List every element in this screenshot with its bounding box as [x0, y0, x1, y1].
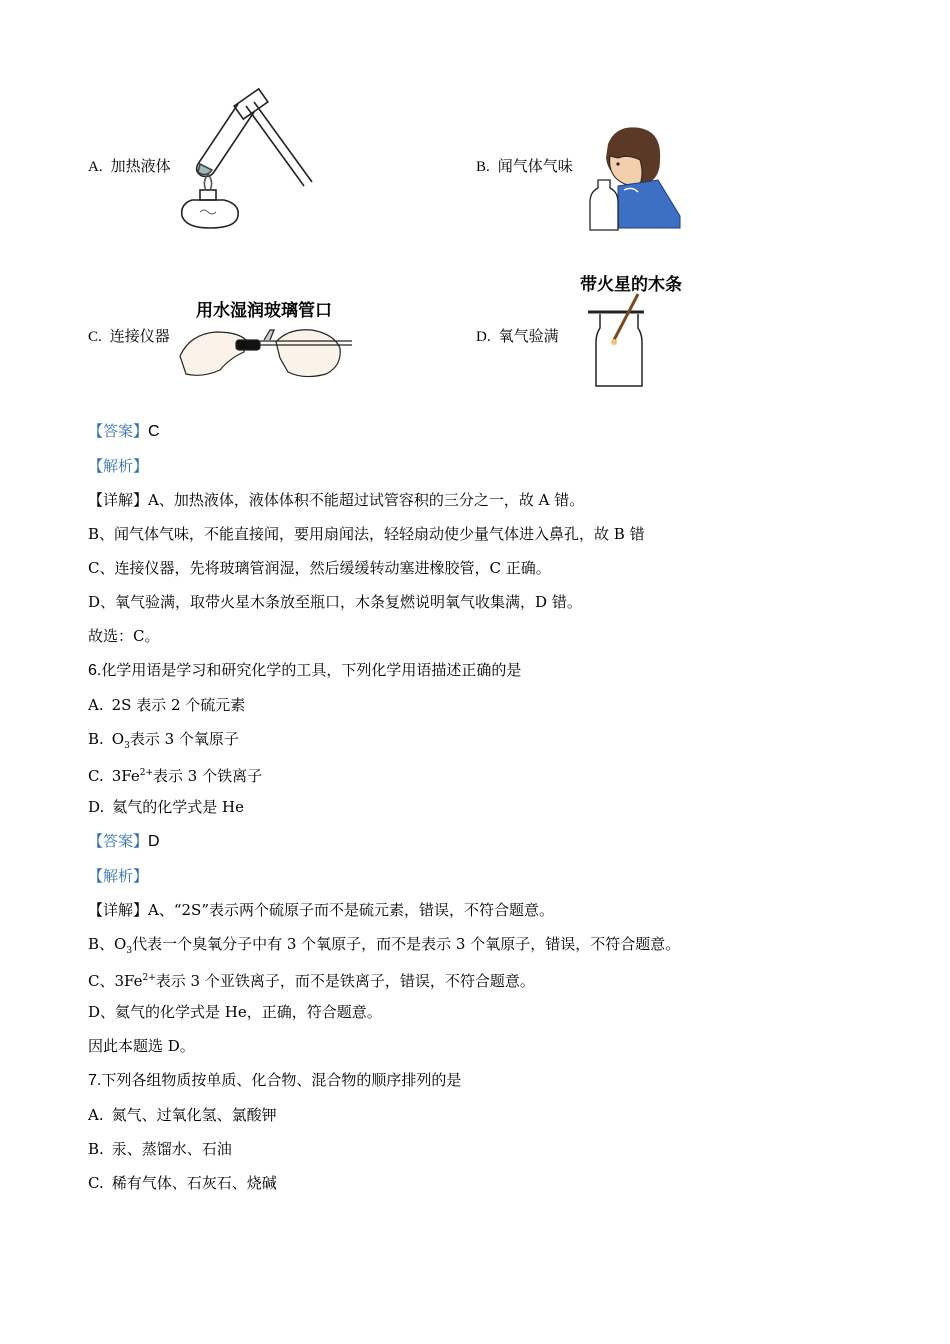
q6-option-d — [88, 797, 244, 817]
detail-text: 代表一个臭氧分子中有 3 个氧原子，而不是表示 3 个氧原子，错误，不符合题意。 — [132, 935, 681, 953]
q6-option-b — [88, 729, 239, 756]
answer-value: D — [148, 833, 160, 850]
option-letter: D. — [88, 798, 105, 816]
connecting-apparatus-figure — [176, 318, 356, 380]
q5-detail-d: D、氧气验满，取带火星木条放至瓶口，木条复燃说明氧气收集满，D 错。 — [88, 593, 582, 611]
option-text: 加热液体 — [110, 157, 171, 175]
answer-value: C — [148, 423, 160, 440]
q7-stem — [88, 1070, 461, 1091]
option-text: 氧气验满 — [498, 327, 559, 345]
question-number: 6. — [88, 662, 102, 679]
question-text: 化学用语是学习和研究化学的工具，下列化学用语描述正确的是 — [101, 661, 522, 679]
option-d — [476, 326, 559, 347]
question-number: 7. — [88, 1072, 102, 1089]
option-letter: A. — [88, 159, 103, 175]
formula: 3Fe — [111, 767, 140, 785]
answer-tag: 【答案】 — [88, 422, 149, 440]
option-letter: A. — [88, 696, 104, 714]
q7-option-a — [88, 1105, 277, 1125]
option-c — [88, 326, 170, 347]
option-letter: C. — [88, 1174, 104, 1192]
q6-detail-c — [88, 968, 535, 991]
option-letter: C. — [88, 767, 104, 785]
q5-conclusion: 故选：C。 — [88, 627, 160, 645]
option-b — [476, 156, 573, 177]
q5-analysis-tag: 【解析】 — [88, 457, 149, 475]
q6-conclusion: 因此本题选 D。 — [88, 1037, 195, 1055]
option-a — [88, 156, 171, 177]
formula-subscript: 3 — [124, 741, 130, 751]
formula-subscript: 3 — [126, 946, 133, 956]
detail-text: B、O — [88, 935, 127, 953]
option-letter: A. — [88, 1106, 104, 1124]
option-text: 连接仪器 — [109, 327, 170, 345]
option-letter: C. — [88, 329, 102, 345]
option-text: 汞、蒸馏水、石油 — [111, 1140, 232, 1158]
heating-liquid-figure — [176, 92, 316, 232]
oxygen-full-test-figure — [584, 292, 654, 392]
option-letter: B. — [88, 730, 104, 748]
figure-c-caption: 用水湿润玻璃管口 — [196, 301, 332, 320]
question-text: 下列各组物质按单质、化合物、混合物的顺序排列的是 — [101, 1071, 462, 1089]
formula: O — [111, 730, 125, 748]
option-letter: D. — [476, 329, 491, 345]
q5-detail-c: C、连接仪器，先将玻璃管润湿，然后缓缓转动塞进橡胶管，C 正确。 — [88, 559, 551, 577]
formula-superscript: 2+ — [142, 973, 156, 983]
detail-text: C、3Fe — [88, 972, 143, 990]
q6-stem — [88, 660, 521, 681]
option-text: 氦气的化学式是 He — [112, 798, 244, 816]
option-letter: B. — [476, 159, 490, 175]
formula-superscript: 2+ — [139, 768, 154, 778]
q5-answer — [88, 421, 160, 442]
q5-detail-b: B、闻气体气味，不能直接闻，要用扇闻法，轻轻扇动使少量气体进入鼻孔，故 B 错 — [88, 525, 645, 543]
q6-detail-b — [88, 934, 680, 961]
smelling-gas-figure — [588, 124, 680, 232]
option-text: 稀有气体、石灰石、烧碱 — [111, 1174, 277, 1192]
q6-analysis-tag: 【解析】 — [88, 867, 149, 885]
option-text: 氮气、过氧化氢、氯酸钾 — [111, 1106, 277, 1124]
detail-text: 表示 3 个亚铁离子，而不是铁离子，错误，不符合题意。 — [155, 972, 535, 990]
q6-option-c — [88, 763, 262, 786]
option-text: 闻气体气味 — [497, 157, 573, 175]
q6-answer — [88, 831, 160, 852]
q5-detail-a: 【详解】A、加热液体，液体体积不能超过试管容积的三分之一，故 A 错。 — [88, 491, 585, 509]
option-text: 表示 3 个铁离子 — [153, 767, 263, 785]
figure-d-caption: 带火星的木条 — [580, 275, 682, 294]
q7-option-b — [88, 1139, 232, 1159]
answer-tag: 【答案】 — [88, 832, 149, 850]
q6-detail-a: 【详解】A、“2S”表示两个硫原子而不是硫元素，错误，不符合题意。 — [88, 901, 554, 919]
option-text: 2S 表示 2 个硫元素 — [111, 696, 246, 714]
option-letter: B. — [88, 1140, 104, 1158]
option-text: 表示 3 个氧原子 — [129, 730, 239, 748]
q7-option-c — [88, 1173, 277, 1193]
q6-option-a — [88, 695, 245, 715]
q6-detail-d: D、氦气的化学式是 He，正确，符合题意。 — [88, 1003, 382, 1021]
